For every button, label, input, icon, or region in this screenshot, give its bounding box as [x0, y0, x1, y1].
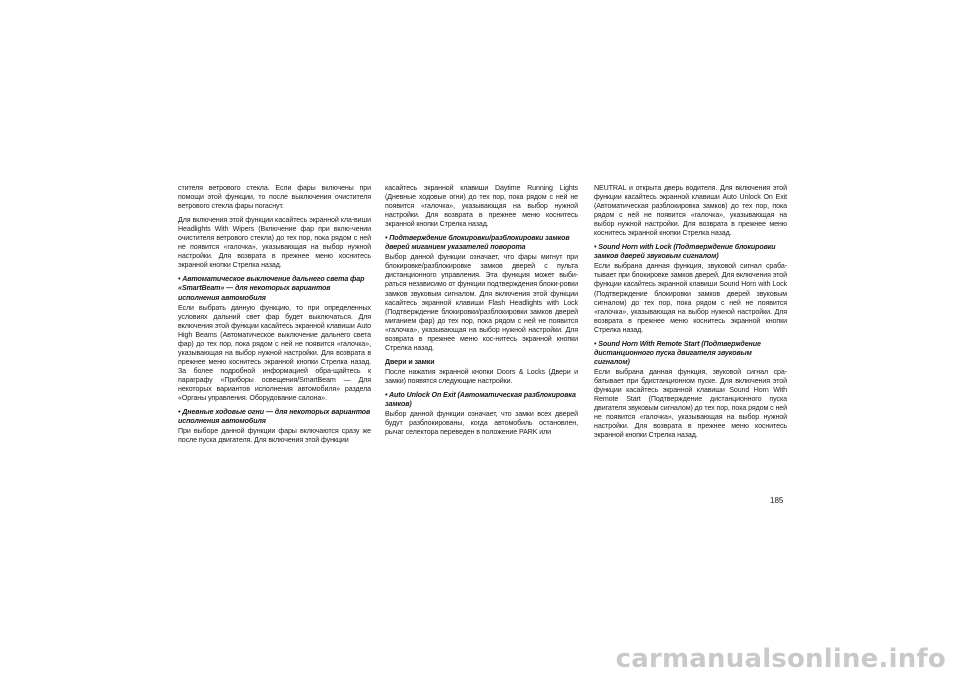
paragraph: После нажатия экранной кнопки Doors & Locks (Двери и замки) появятся следующие настройки.: [385, 367, 578, 385]
section-heading: • Sound Horn with Lock (Подтверждение блокировки замков дверей звуковым сигналом): [594, 243, 776, 261]
section-heading: • Автоматическое выключение дальнего света фар «SmartBeam» — для некоторых вариантов исполнения автомобиля: [178, 275, 365, 302]
paragraph: Выбор данной функции означает, что замки всех дверей будут разблокированы, когда автомобиль остановлен, рычаг селектора переведен в положение PARK или: [385, 410, 578, 437]
paragraph: Если выбрать данную функцию, то при определенных условиях дальний свет фар будет выключаться. Для включения этой функции касайтесь экранной клавиши Auto High Beams (Автоматическое выключение дальнего света фар) до тех пор, пока рядом с ней не появится «галочка», указывающая на выбор нужной настройки. Для возврата в прежнее меню коснитесь экранной кнопки Стрелка назад. За более подробной информацией обра-щайтесь к параграфу «Приборы освещения/SmartBeam — Для некоторых вариантов исполнения автомобиля» раздела «Органы управления. Оборудование салона».: [178, 303, 371, 403]
section-heading: • Подтверждение блокировки/разблокировки замков дверей миганием указателей поворота: [385, 234, 570, 252]
paragraph: касайтесь экранной клавиши Daytime Running Lights (Дневные ходовые огни) до тех пор, пока рядом с ней не появится «галочка», указывающая на выбор нужной настройки. Для возврата в прежнее меню коснитесь экранной кнопки Стрелка назад.: [385, 184, 578, 229]
paragraph: стителя ветрового стекла. Если фары включены при помощи этой функции, то после выключения очистителя ветрового стекла фары погаснут.: [178, 184, 371, 211]
subsection-heading: Двери и замки: [385, 357, 435, 366]
text-column-left: [178, 184, 371, 450]
section-heading: • Auto Unlock On Exit (Автоматическая разблокировка замков): [385, 390, 576, 409]
paragraph: Если выбрана данная функция, звуковой сигнал сраба-тывает при блокировке замков дверей. Для включения этой функции касайтесь экранной клавиши Sound Horn with Lock (Подтверждение блокировки замков дверей звуковым сигналом) до тех пор, пока рядом с ней не появится «галочка», указывающая на выбор нужной настройки. Для возврата в прежнее меню коснитесь экранной кнопки Стрелка назад.: [594, 262, 787, 334]
text-column-middle: [385, 184, 578, 442]
text-column-right: [594, 184, 787, 445]
paragraph: Если выбрана данная функция, звуковой сигнал сра-батывает при бдистанционном пуске. Для включения этой функции касайтесь экранной клавиши Sound Horn With Remote Start (Подтверждение дистанционного пуска двигателя звуковым сигналом) до тех пор, пока рядом с ней не появится «галочка», указывающая на выбор нужной настройки. Для возврата в прежнее меню коснитесь экранной кнопки Стрелка назад.: [594, 367, 787, 440]
paragraph: Выбор данной функции означает, что фары мигнут при блокировке/разблокировке замков дверей с пульта дистанционного управления. Эта функция может выби-раться независимо от функции подтверждения блоки-ровки замков звуковым сигналом. Для включения этой функции касайтесь экранной клавиши Flash Headlights with Lock (Подтверждение блокировки/разблокировки замков дверей миганием фар) до тех пор, пока рядом с ней не появится «галочка», указывающая на выбор нужной настройки. Для возврата в прежнее меню кос-нитесь экранной кнопки Стрелка назад.: [385, 253, 578, 352]
paragraph: NEUTRAL и открыта дверь водителя. Для включения этой функции касайтесь экранной клавиши Auto Unlock On Exit (Автоматическая разблокировка замков) до тех пор, пока рядом с ней не появится «галочка», указывающая на выбор нужной настройки. Для возврата в прежнее меню коснитесь экранной кнопки Стрелка назад.: [594, 184, 787, 238]
paragraph: Для включения этой функции касайтесь экранной кла-виши Headlights With Wipers (Включение фар при вклю-чении очистителя ветрового стекла) до тех пор, пока рядом с ней не появится «галочка», указывающая на выбор нужной настройки. Для возврата в прежнее меню коснитесь экранной кнопки Стрелка назад.: [178, 216, 371, 270]
watermark-logo: carmanualsonline.info: [615, 644, 946, 674]
section-heading: • Sound Horn With Remote Start (Подтверждение дистанционного пуска двигателя звуковым сигналом): [594, 339, 761, 366]
section-heading: • Дневные ходовые огни — для некоторых вариантов исполнения автомобиля: [178, 408, 371, 426]
paragraph: При выборе данной функции фары включаются сразу же после пуска двигателя. Для включения этой функции: [178, 427, 371, 445]
page-number: 185: [770, 496, 784, 505]
